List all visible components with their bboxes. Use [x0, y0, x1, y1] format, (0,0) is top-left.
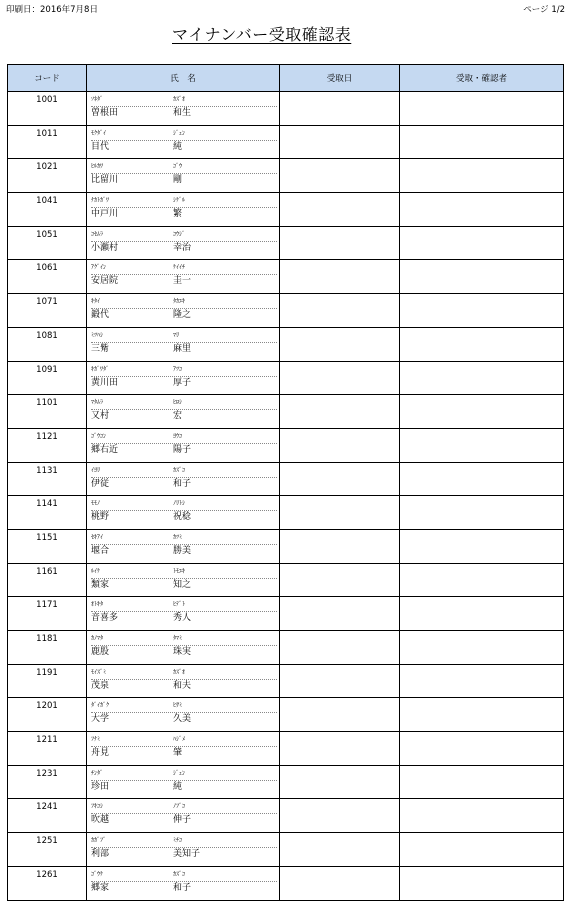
name-kanji — [91, 107, 277, 120]
employee-code: 1161 — [8, 563, 87, 597]
first-name-kana: ｶｽﾞｵ — [173, 668, 186, 676]
received-date-cell[interactable] — [280, 529, 400, 563]
employee-code: 1201 — [8, 698, 87, 732]
table-row — [8, 92, 564, 126]
last-name: 大学 — [91, 714, 110, 725]
table-row — [8, 833, 564, 867]
first-name: 厚子 — [173, 377, 192, 388]
name-kanji — [91, 511, 277, 524]
last-name-kana: ﾋﾙｶﾜ — [91, 163, 104, 171]
last-name: 類家 — [91, 579, 110, 590]
first-name-kana: ﾐﾁｺ — [173, 837, 183, 845]
name-kana — [91, 329, 277, 343]
employee-code: 1101 — [8, 395, 87, 429]
table-row — [8, 395, 564, 429]
first-name: 隆之 — [173, 310, 192, 321]
first-name: 圭一 — [173, 276, 192, 287]
last-name: 鹿股 — [91, 647, 110, 657]
first-name-kana: ﾋﾛｼ — [173, 399, 183, 407]
last-name: 茂泉 — [91, 680, 110, 691]
confirmer-cell[interactable] — [400, 799, 564, 833]
first-name-kana: ﾋﾃﾞﾄ — [173, 601, 186, 609]
last-name: 中戸川 — [91, 209, 119, 220]
employee-name-cell — [87, 529, 280, 563]
confirmer-cell[interactable] — [400, 226, 564, 260]
last-name: 安居院 — [91, 276, 119, 287]
first-name-kana: ｺﾞｳ — [173, 163, 183, 171]
table-row — [8, 294, 564, 328]
column-header-received-date: 受取日 — [280, 65, 400, 92]
confirmer-cell[interactable] — [400, 698, 564, 732]
table-row — [8, 597, 564, 631]
last-name-kana: ｾｷｱｲ — [91, 533, 104, 541]
page-title: マイナンバー受取確認表 — [172, 25, 352, 44]
first-name-kana: ｺｳｼﾞ — [173, 230, 186, 238]
last-name: 珍田 — [91, 781, 110, 792]
employee-name-cell — [87, 159, 280, 193]
print-date: 印刷日：2016年7月8日 — [6, 5, 98, 15]
first-name-kana: ﾋｻﾐ — [173, 702, 183, 710]
name-kana — [91, 699, 277, 713]
last-name-kana: ｱｸﾞｲﾝ — [91, 264, 107, 272]
employee-name-cell — [87, 597, 280, 631]
received-date-cell[interactable] — [280, 294, 400, 328]
last-name-kana: ﾌｷｺｼ — [91, 803, 104, 811]
employee-code: 1141 — [8, 496, 87, 530]
name-kana — [91, 868, 277, 882]
name-kanji — [91, 781, 277, 794]
employee-name-cell — [87, 294, 280, 328]
name-kanji — [91, 612, 277, 625]
first-name-kana: ﾉﾌﾞｺ — [173, 803, 186, 811]
name-kanji — [91, 545, 277, 558]
employee-code: 1021 — [8, 159, 87, 193]
last-name: 音喜多 — [91, 613, 119, 624]
employee-name-cell — [87, 226, 280, 260]
column-header-code: コード — [8, 65, 87, 92]
table-row — [8, 664, 564, 698]
last-name-kana: ﾁﾝﾀﾞ — [91, 769, 104, 777]
name-kanji — [91, 680, 277, 693]
employee-name-cell — [87, 193, 280, 227]
confirmer-cell[interactable] — [400, 866, 564, 900]
table-header-row — [8, 65, 564, 92]
first-name-kana: ｹｲｲﾁ — [173, 264, 186, 272]
table-row — [8, 193, 564, 227]
name-kanji — [91, 848, 277, 861]
table-row — [8, 159, 564, 193]
employee-code: 1131 — [8, 462, 87, 496]
employee-name-cell — [87, 462, 280, 496]
first-name: 和夫 — [173, 680, 192, 691]
last-name: 吹越 — [91, 815, 110, 826]
first-name-kana: ｼｹﾞﾙ — [173, 197, 186, 205]
employee-name-cell — [87, 698, 280, 732]
received-date-cell[interactable] — [280, 597, 400, 631]
last-name-kana: ｺｾﾑﾗ — [91, 230, 104, 238]
name-kana — [91, 464, 277, 478]
table-row — [8, 125, 564, 159]
last-name-kana: ｶｶﾞﾌﾞ — [91, 837, 107, 845]
received-date-cell[interactable] — [280, 260, 400, 294]
employee-name-cell — [87, 260, 280, 294]
table-body — [8, 92, 564, 901]
employee-code: 1041 — [8, 193, 87, 227]
received-date-cell[interactable] — [280, 799, 400, 833]
last-name-kana: ｺﾞｳｹ — [91, 870, 104, 878]
first-name: 陽子 — [173, 444, 192, 455]
employee-name-cell — [87, 799, 280, 833]
employee-code: 1011 — [8, 125, 87, 159]
first-name: 知之 — [173, 579, 192, 590]
last-name-kana: ﾓｸﾀﾞｲ — [91, 129, 107, 137]
name-kana — [91, 228, 277, 242]
received-date-cell[interactable] — [280, 125, 400, 159]
name-kanji — [91, 579, 277, 592]
confirmer-cell[interactable] — [400, 664, 564, 698]
first-name-kana: ﾖｳｺ — [173, 432, 183, 440]
first-name-kana: ﾉﾘﾄｼ — [173, 500, 186, 508]
name-kanji — [91, 275, 277, 288]
confirmer-cell[interactable] — [400, 395, 564, 429]
table-row — [8, 866, 564, 900]
last-name: 黄川田 — [91, 377, 119, 388]
table-row — [8, 496, 564, 530]
name-kana — [91, 160, 277, 174]
confirmer-cell[interactable] — [400, 260, 564, 294]
column-header-name: 氏 名 — [87, 65, 280, 92]
first-name-kana: ﾀﾏﾐ — [173, 635, 183, 642]
confirmer-cell[interactable] — [400, 92, 564, 126]
first-name: 伸子 — [173, 815, 192, 826]
page-number: ページ 1/2 — [523, 5, 565, 15]
last-name-kana: ﾌﾅﾐ — [91, 736, 101, 744]
confirmer-cell[interactable] — [400, 428, 564, 462]
first-name: 和子 — [173, 882, 192, 893]
name-kana — [91, 363, 277, 377]
name-kana — [91, 295, 277, 309]
last-name-kana: ﾙｲｹ — [91, 567, 101, 575]
employee-code: 1051 — [8, 226, 87, 260]
employee-code: 1121 — [8, 428, 87, 462]
received-date-cell[interactable] — [280, 327, 400, 361]
last-name: 小瀬村 — [91, 242, 119, 253]
first-name-kana: ｼﾞｭﾝ — [173, 129, 186, 137]
confirmer-cell[interactable] — [400, 563, 564, 597]
received-date-cell[interactable] — [280, 193, 400, 227]
employee-code: 1151 — [8, 529, 87, 563]
received-date-cell[interactable] — [280, 631, 400, 665]
first-name-kana: ﾏﾘ — [173, 331, 180, 339]
last-name-kana: ｲﾖﾘ — [91, 466, 101, 474]
name-kanji — [91, 713, 277, 726]
first-name-kana: ﾀｶﾕｷ — [173, 298, 186, 306]
employee-name-cell — [87, 496, 280, 530]
table-row — [8, 529, 564, 563]
employee-code: 1001 — [8, 92, 87, 126]
confirmer-cell[interactable] — [400, 294, 564, 328]
last-name-kana: ｷｶﾞﾜﾀﾞ — [91, 365, 110, 373]
name-kanji — [91, 410, 277, 423]
last-name: 鍛代 — [91, 310, 110, 321]
confirmer-cell[interactable] — [400, 597, 564, 631]
table-row — [8, 462, 564, 496]
last-name: 利部 — [91, 849, 110, 860]
first-name: 勝美 — [173, 545, 192, 556]
column-header-confirmer: 受取・確認者 — [400, 65, 564, 92]
name-kanji — [91, 343, 277, 356]
name-kana — [91, 598, 277, 612]
employee-name-cell — [87, 833, 280, 867]
employee-code: 1191 — [8, 664, 87, 698]
last-name: 三觜 — [91, 343, 110, 354]
table-row — [8, 799, 564, 833]
first-name: 剛 — [173, 175, 183, 186]
table-row — [8, 765, 564, 799]
first-name-kana: ｶﾂﾐ — [173, 533, 183, 541]
last-name: 堰合 — [91, 545, 110, 556]
first-name-kana: ｶｽﾞｺ — [173, 870, 186, 878]
first-name-kana: ｼﾞｭﾝ — [173, 769, 186, 777]
first-name-kana: ﾄﾓﾕｷ — [173, 567, 186, 575]
received-date-cell[interactable] — [280, 833, 400, 867]
name-kana — [91, 261, 277, 275]
table-row — [8, 361, 564, 395]
last-name: 舟見 — [91, 748, 110, 759]
employee-name-cell — [87, 631, 280, 665]
employee-name-cell — [87, 765, 280, 799]
last-name: 伊従 — [91, 478, 110, 489]
last-name: 又村 — [91, 411, 110, 422]
received-date-cell[interactable] — [280, 395, 400, 429]
last-name-kana: ﾓｲｽﾞﾐ — [91, 668, 107, 676]
name-kanji — [91, 444, 277, 457]
last-name-kana: ｶﾉﾏﾀ — [91, 635, 104, 642]
table-row — [8, 631, 564, 665]
confirmer-cell[interactable] — [400, 361, 564, 395]
received-date-cell[interactable] — [280, 732, 400, 766]
last-name-kana: ｵﾄｷﾀ — [91, 601, 104, 609]
confirmer-cell[interactable] — [400, 327, 564, 361]
confirmer-cell[interactable] — [400, 125, 564, 159]
name-kanji — [91, 747, 277, 760]
name-kana — [91, 93, 277, 107]
employee-name-cell — [87, 866, 280, 900]
employee-name-cell — [87, 327, 280, 361]
table-row — [8, 428, 564, 462]
first-name: 肇 — [173, 748, 183, 759]
name-kanji — [91, 478, 277, 491]
confirmer-cell[interactable] — [400, 833, 564, 867]
name-kanji — [91, 141, 277, 154]
employee-code: 1251 — [8, 833, 87, 867]
last-name-kana: ﾏﾀﾑﾗ — [91, 399, 104, 407]
first-name: 純 — [173, 781, 183, 792]
received-date-cell[interactable] — [280, 462, 400, 496]
name-kana — [91, 127, 277, 141]
received-date-cell[interactable] — [280, 563, 400, 597]
received-date-cell[interactable] — [280, 159, 400, 193]
last-name-kana: ｿﾈﾀﾞ — [91, 96, 104, 103]
employee-code: 1081 — [8, 327, 87, 361]
name-kana — [91, 767, 277, 781]
first-name: 祝稔 — [173, 512, 192, 523]
name-kana — [91, 834, 277, 848]
last-name: 目代 — [91, 141, 110, 152]
employee-code: 1071 — [8, 294, 87, 328]
name-kana — [91, 800, 277, 814]
name-kanji — [91, 208, 277, 221]
last-name-kana: ｷﾀｲ — [91, 298, 101, 306]
name-kanji — [91, 174, 277, 187]
name-kana — [91, 565, 277, 579]
received-date-cell[interactable] — [280, 92, 400, 126]
first-name: 美知子 — [173, 849, 201, 860]
first-name: 珠実 — [173, 647, 192, 657]
last-name-kana: ﾀﾞｲｶﾞｸ — [91, 702, 110, 710]
name-kana — [91, 666, 277, 680]
employee-name-cell — [87, 732, 280, 766]
receipt-table — [7, 64, 564, 901]
name-kana — [91, 531, 277, 545]
name-kanji — [91, 882, 277, 895]
first-name: 秀人 — [173, 613, 192, 624]
first-name: 和生 — [173, 108, 192, 118]
received-date-cell[interactable] — [280, 664, 400, 698]
name-kana — [91, 194, 277, 208]
last-name-kana: ﾐﾂﾊｼ — [91, 331, 104, 339]
received-date-cell[interactable] — [280, 361, 400, 395]
name-kana — [91, 497, 277, 511]
last-name: 曽根田 — [91, 108, 119, 118]
first-name: 久美 — [173, 714, 192, 725]
name-kana — [91, 430, 277, 444]
table-row — [8, 226, 564, 260]
last-name: 郷家 — [91, 882, 110, 893]
last-name-kana: ﾅｶﾄｶﾞﾜ — [91, 197, 110, 205]
last-name: 桃野 — [91, 512, 110, 523]
employee-name-cell — [87, 395, 280, 429]
confirmer-cell[interactable] — [400, 631, 564, 665]
confirmer-cell[interactable] — [400, 496, 564, 530]
last-name-kana: ｺﾞｳｺﾝ — [91, 432, 107, 440]
employee-code: 1181 — [8, 631, 87, 665]
first-name-kana: ｱﾂｺ — [173, 365, 183, 373]
received-date-cell[interactable] — [280, 226, 400, 260]
table-row — [8, 327, 564, 361]
first-name: 幸治 — [173, 242, 192, 253]
confirmer-cell[interactable] — [400, 462, 564, 496]
name-kanji — [91, 309, 277, 322]
employee-name-cell — [87, 563, 280, 597]
first-name: 純 — [173, 141, 183, 152]
confirmer-cell[interactable] — [400, 193, 564, 227]
confirmer-cell[interactable] — [400, 529, 564, 563]
first-name: 麻里 — [173, 343, 192, 354]
first-name: 宏 — [173, 411, 183, 422]
employee-name-cell — [87, 92, 280, 126]
first-name-kana: ｶｽﾞｵ — [173, 96, 186, 103]
table-row — [8, 260, 564, 294]
first-name: 繁 — [173, 209, 183, 220]
employee-name-cell — [87, 361, 280, 395]
employee-code: 1061 — [8, 260, 87, 294]
employee-code: 1211 — [8, 732, 87, 766]
received-date-cell[interactable] — [280, 866, 400, 900]
name-kana — [91, 396, 277, 410]
name-kana — [91, 632, 277, 646]
received-date-cell[interactable] — [280, 765, 400, 799]
name-kana — [91, 733, 277, 747]
confirmer-cell[interactable] — [400, 159, 564, 193]
employee-name-cell — [87, 125, 280, 159]
first-name-kana: ﾊｼﾞﾒ — [173, 736, 186, 744]
name-kanji — [91, 646, 277, 659]
confirmer-cell[interactable] — [400, 765, 564, 799]
received-date-cell[interactable] — [280, 428, 400, 462]
last-name: 郷右近 — [91, 444, 119, 455]
employee-code: 1231 — [8, 765, 87, 799]
table-row — [8, 563, 564, 597]
last-name: 比留川 — [91, 175, 119, 186]
employee-name-cell — [87, 428, 280, 462]
last-name-kana: ﾓﾓﾉ — [91, 500, 101, 508]
name-kanji — [91, 377, 277, 390]
employee-code: 1091 — [8, 361, 87, 395]
employee-name-cell — [87, 664, 280, 698]
table-row — [8, 698, 564, 732]
table-row — [8, 732, 564, 766]
employee-code: 1241 — [8, 799, 87, 833]
first-name: 和子 — [173, 478, 192, 489]
received-date-cell[interactable] — [280, 496, 400, 530]
employee-code: 1171 — [8, 597, 87, 631]
name-kanji — [91, 814, 277, 827]
employee-code: 1261 — [8, 866, 87, 900]
first-name-kana: ｶｽﾞｺ — [173, 466, 186, 474]
received-date-cell[interactable] — [280, 698, 400, 732]
name-kanji — [91, 242, 277, 255]
confirmer-cell[interactable] — [400, 732, 564, 766]
